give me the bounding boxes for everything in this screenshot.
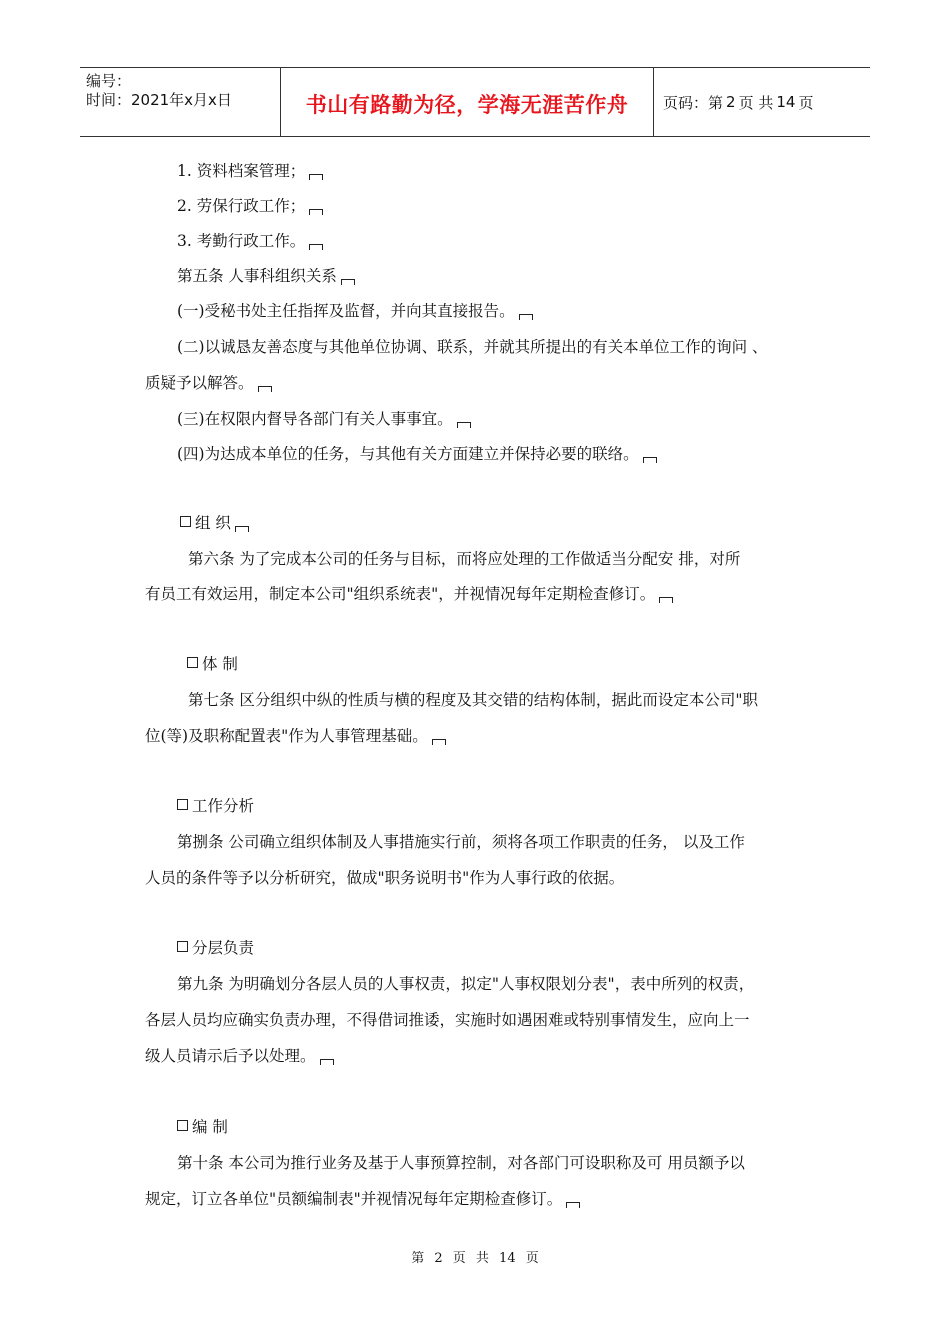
paragraph-mark-icon <box>320 1059 334 1065</box>
paragraph-mark-icon <box>457 422 471 428</box>
text-line: (四)为达成本单位的任务，与其他有关方面建立并保持必要的联络。 <box>177 444 657 464</box>
text-line: (三)在权限内督导各部门有关人事事宜。 <box>177 409 471 429</box>
section-heading: 体 制 <box>187 654 238 674</box>
paragraph-mark-icon <box>432 739 446 745</box>
text-line: 各层人员均应确实负责办理，不得借词推诿，实施时如遇困难或特别事情发生，应向上一 <box>145 1011 750 1029</box>
document-date: 时间：2021年x月x日 <box>86 91 232 109</box>
text-line: 第十条 本公司为推行业务及基于人事预算控制，对各部门可设职称及可 用员额予以 <box>177 1154 745 1172</box>
header-page-info <box>654 68 870 136</box>
paragraph-mark-icon <box>258 386 272 392</box>
text-line: 位(等)及职称配置表"作为人事管理基础。 <box>145 726 446 746</box>
text-line: 第九条 为明确划分各层人员的人事权责，拟定"人事权限划分表"，表中所列的权责， <box>177 975 755 993</box>
text-line: (二)以诚恳友善态度与其他单位协调、联系，并就其所提出的有关本单位工作的询问 、 <box>177 338 768 356</box>
section-heading: 工作分析 <box>177 796 254 816</box>
checkbox-square-icon <box>180 516 191 527</box>
paragraph-mark-icon <box>519 314 533 320</box>
paragraph-mark-icon <box>309 209 323 215</box>
paragraph-mark-icon <box>309 244 323 250</box>
header-motto: 书山有路勤为径，学海无涯苦作舟 <box>305 93 629 117</box>
text-line: 质疑予以解答。 <box>145 373 272 393</box>
paragraph-mark-icon <box>643 457 657 463</box>
page-header <box>80 67 870 137</box>
paragraph-mark-icon <box>341 279 355 285</box>
text-line: 第六条 为了完成本公司的任务与目标，而将应处理的工作做适当分配安 排，对所 <box>188 550 741 568</box>
section-heading: 分层负责 <box>177 938 254 958</box>
page-label: 页码：第 <box>663 93 724 112</box>
paragraph-mark-icon <box>659 597 673 603</box>
checkbox-square-icon <box>177 799 188 810</box>
text-line: 有员工有效运用，制定本公司"组织系统表"，并视情况每年定期检查修订。 <box>145 584 673 604</box>
text-line: 2. 劳保行政工作； <box>177 196 323 216</box>
page-end-label: 页 <box>798 93 814 112</box>
page-footer: 第 2 页 共 14 页 <box>411 1251 539 1266</box>
text-line: 规定，订立各单位"员额编制表"并视情况每年定期检查修订。 <box>145 1189 580 1209</box>
checkbox-square-icon <box>177 941 188 952</box>
header-meta <box>80 68 281 136</box>
text-line: 第捌条 公司确立组织体制及人事措施实行前，须将各项工作职责的任务， 以及工作 <box>177 833 745 851</box>
header-motto-cell <box>281 68 654 136</box>
paragraph-mark-icon <box>309 174 323 180</box>
text-line: 人员的条件等予以分析研究，做成"职务说明书"作为人事行政的依据。 <box>145 869 625 887</box>
section-heading: 组 织 <box>180 513 249 533</box>
text-line: (一)受秘书处主任指挥及监督，并向其直接报告。 <box>177 301 533 321</box>
page-number: 2 <box>726 93 736 111</box>
paragraph-mark-icon <box>566 1202 580 1208</box>
page-mid-label: 页 共 <box>738 93 774 112</box>
checkbox-square-icon <box>187 657 198 668</box>
document-code-label: 编号： <box>86 72 132 90</box>
text-line: 3. 考勤行政工作。 <box>177 231 323 251</box>
text-line: 第七条 区分组织中纵的性质与横的程度及其交错的结构体制，据此而设定本公司"职 <box>188 691 759 709</box>
section-heading: 编 制 <box>177 1117 228 1137</box>
checkbox-square-icon <box>177 1120 188 1131</box>
text-line: 级人员请示后予以处理。 <box>145 1046 334 1066</box>
paragraph-mark-icon <box>235 526 249 532</box>
article-heading: 第五条 人事科组织关系 <box>177 266 355 286</box>
page-total: 14 <box>776 93 796 111</box>
text-line: 1. 资料档案管理； <box>177 161 323 181</box>
